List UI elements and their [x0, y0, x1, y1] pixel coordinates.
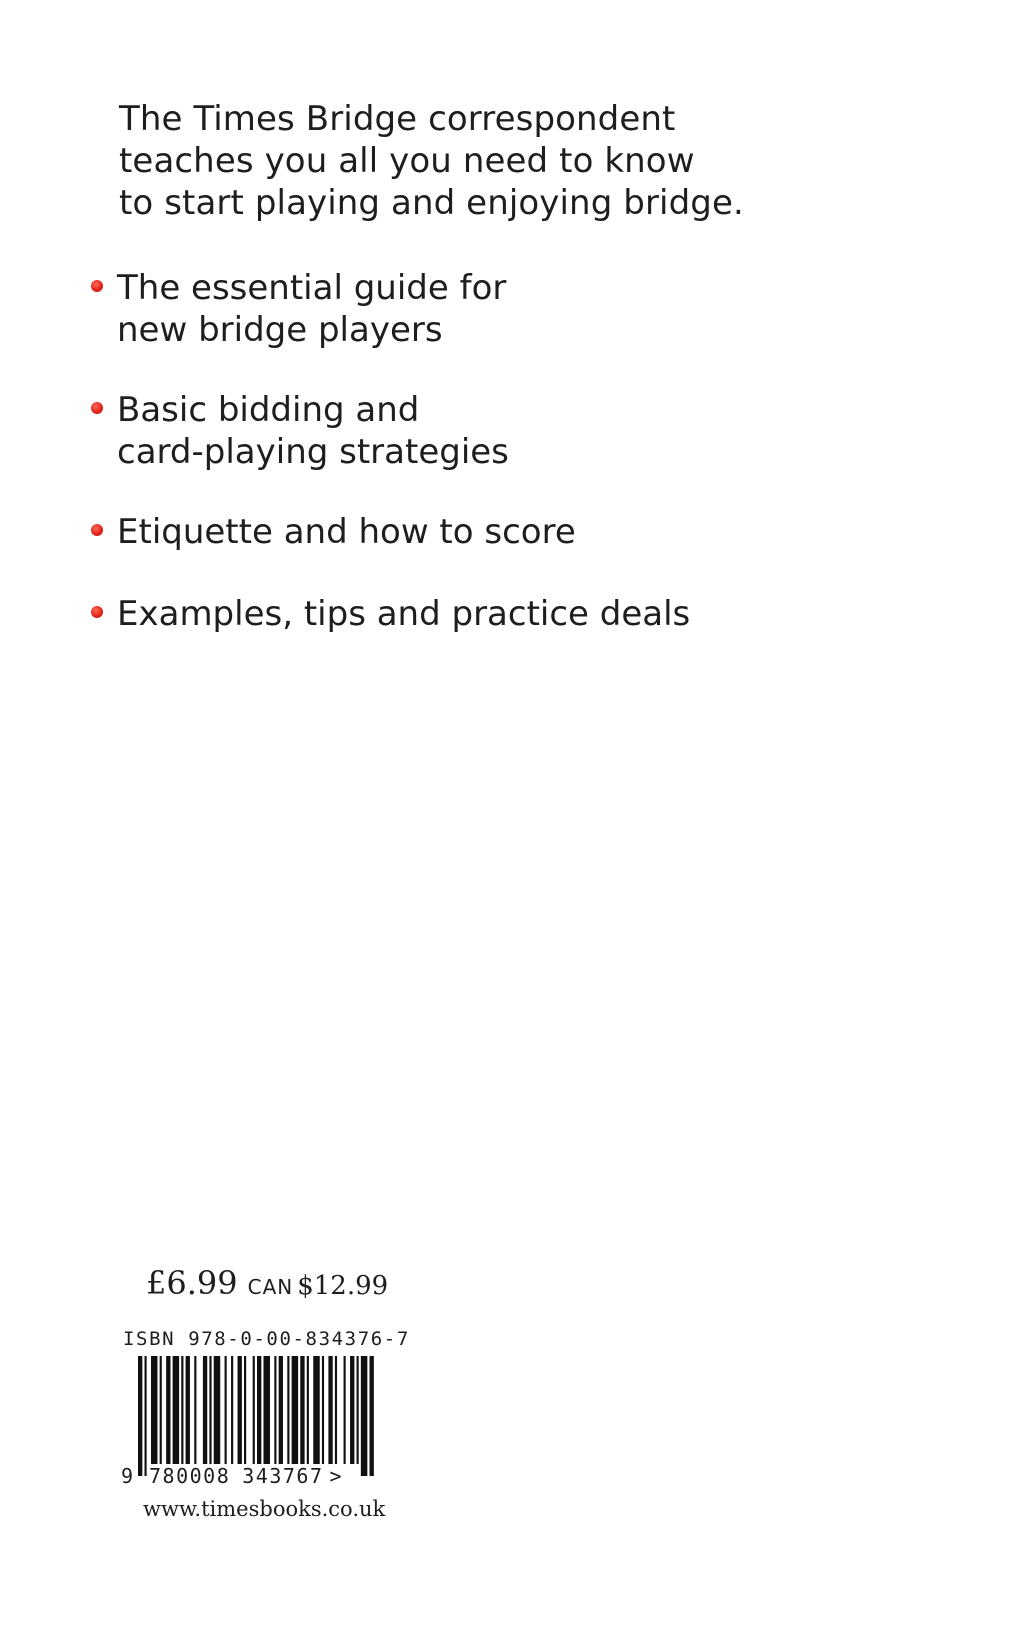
barcode-bar — [166, 1356, 170, 1464]
barcode-bar — [173, 1356, 179, 1464]
barcode-bar — [279, 1356, 283, 1464]
barcode-bar — [203, 1356, 207, 1464]
barcode-bar — [350, 1356, 354, 1464]
barcode-bar — [231, 1356, 233, 1464]
barcode-bar — [357, 1356, 359, 1464]
red-bullet-icon — [91, 606, 103, 618]
feature-text: Etiquette and how to score — [117, 512, 576, 552]
barcode-bar — [160, 1356, 162, 1464]
barcode-bar — [335, 1356, 337, 1464]
barcode-bar — [361, 1356, 367, 1476]
barcode-image — [138, 1356, 376, 1476]
intro-line: to start playing and enjoying bridge. — [119, 183, 744, 223]
barcode-bar — [307, 1356, 309, 1464]
barcode-digits — [121, 1464, 342, 1488]
price-can-label: CAN — [247, 1275, 294, 1299]
isbn-text: ISBN 978-0-00-834376-7 — [123, 1328, 410, 1350]
barcode-bar — [344, 1356, 346, 1464]
barcode-bar — [257, 1356, 261, 1476]
intro-line: teaches you all you need to know — [119, 141, 695, 181]
barcode-bar — [144, 1356, 146, 1476]
barcode-bar — [300, 1356, 304, 1464]
barcode-arrow: > — [329, 1464, 342, 1488]
barcode-group-1: 780008 — [149, 1464, 231, 1488]
price-label — [146, 1264, 388, 1302]
barcode-bar — [238, 1356, 242, 1464]
barcode-bar — [253, 1356, 255, 1476]
feature-text: The essential guide for new bridge players — [117, 268, 507, 350]
barcode-bar — [313, 1356, 319, 1464]
feature-text: Basic bidding and card-playing strategies — [117, 390, 509, 472]
barcode-bar — [225, 1356, 227, 1464]
barcode-bar — [322, 1356, 324, 1464]
feature-text: Examples, tips and practice deals — [117, 594, 691, 634]
barcode-bar — [370, 1356, 374, 1476]
barcode-bar — [138, 1356, 142, 1476]
intro-line: The Times Bridge correspondent — [119, 99, 676, 139]
price-gbp: £6.99 — [146, 1264, 238, 1302]
barcode-bar — [214, 1356, 220, 1464]
barcode-bar — [328, 1356, 332, 1464]
barcode-group-2: 343767 — [242, 1464, 324, 1488]
red-bullet-icon — [91, 280, 103, 292]
barcode-bar — [151, 1356, 157, 1464]
barcode-bar — [209, 1356, 211, 1464]
barcode-lead-digit: 9 — [121, 1464, 134, 1488]
barcode-bar — [194, 1356, 196, 1464]
barcode-bar — [181, 1356, 183, 1464]
intro-paragraph — [119, 98, 839, 224]
red-bullet-icon — [91, 524, 103, 536]
barcode-bar — [287, 1356, 289, 1464]
barcode-bar — [186, 1356, 190, 1464]
barcode-bar — [292, 1356, 298, 1464]
price-can-value: $12.99 — [297, 1271, 389, 1301]
barcode-bar — [263, 1356, 269, 1464]
barcode-bar — [274, 1356, 276, 1464]
barcode-bar — [244, 1356, 246, 1464]
website-url: www.timesbooks.co.uk — [143, 1497, 386, 1521]
red-bullet-icon — [91, 402, 103, 414]
